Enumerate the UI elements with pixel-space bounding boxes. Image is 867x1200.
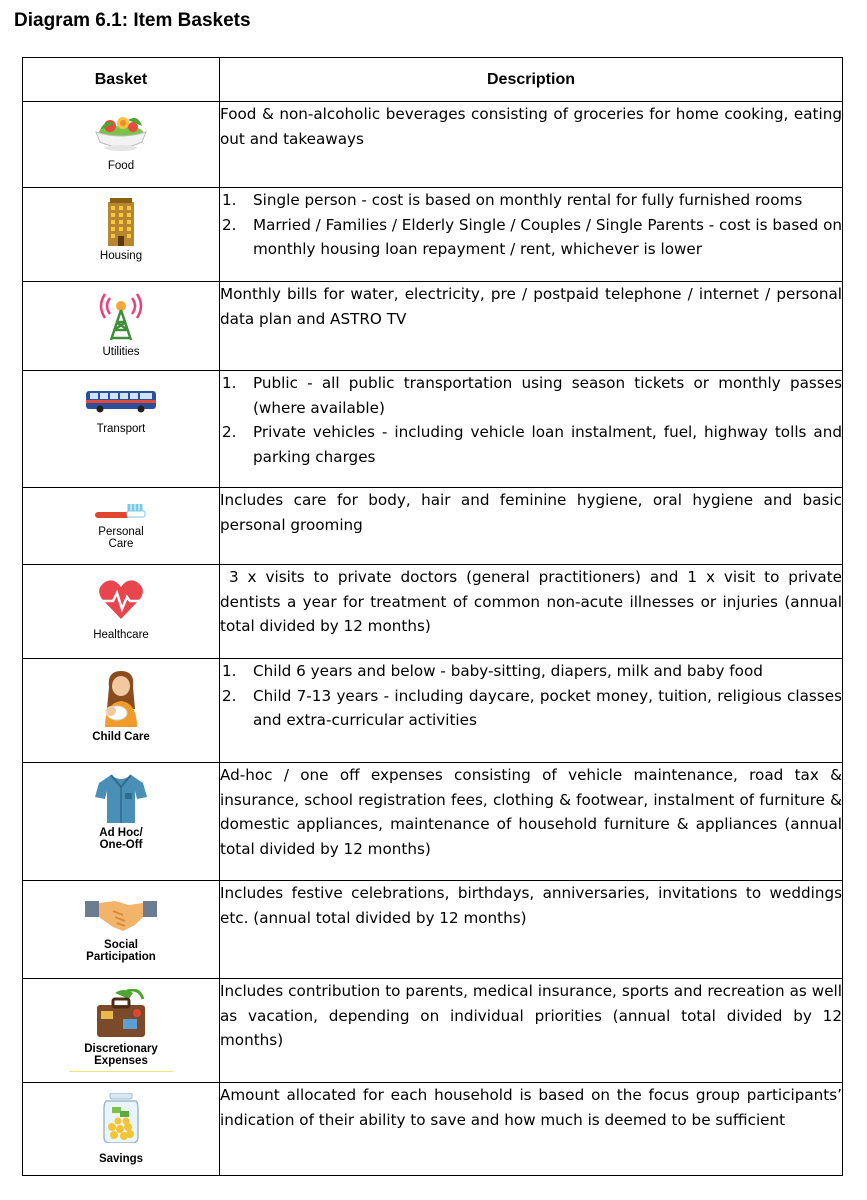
heartbeat-icon — [97, 579, 145, 621]
basket-label: Child Care — [92, 731, 150, 743]
description-list — [220, 659, 842, 733]
list-item — [220, 213, 842, 262]
table-row — [23, 188, 843, 282]
description-cell — [220, 1083, 843, 1176]
label-underline — [69, 1071, 173, 1072]
list-number: 2. — [222, 423, 237, 441]
description-cell — [220, 659, 843, 763]
basket-cell — [23, 979, 220, 1083]
description-list — [220, 188, 842, 262]
description-text: Includes festive celebrations, birthdays, anniversaries, invitations to weddings etc. (annual total divided by 12 months) — [220, 884, 842, 927]
table-header-row — [23, 58, 843, 102]
building-icon — [106, 198, 136, 246]
description-text: 3 x visits to private doctors (general practitioners) and 1 x visit to private dentists a year for treatment of common non-acute illnesses or injuries (annual total divided by 12 months) — [220, 568, 847, 635]
basket-label: Social Participation — [86, 939, 156, 963]
basket-cell — [23, 371, 220, 488]
shirt-icon — [95, 773, 147, 823]
list-number: 1. — [222, 191, 237, 209]
mother-baby-icon — [99, 669, 143, 727]
description-text: Includes contribution to parents, medical insurance, sports and recreation as well as vacation, depending on individual priorities (annual total divided by 12 months) — [220, 982, 842, 1049]
description-cell — [220, 763, 843, 881]
list-text: Married / Families / Elderly Single / Couples / Single Parents - cost is based on monthly housing loan repayment / rent, whichever is lower — [253, 215, 842, 258]
page-title: Diagram 6.1: Item Baskets — [14, 10, 251, 31]
description-column-header: Description — [220, 58, 843, 102]
item-baskets-table — [22, 57, 847, 1176]
list-item — [220, 188, 842, 213]
table-row — [23, 1083, 843, 1176]
basket-label: Savings — [98, 1153, 144, 1165]
basket-cell — [23, 881, 220, 979]
savings-jar-icon — [100, 1093, 142, 1143]
description-cell — [220, 371, 843, 488]
description-cell — [220, 282, 843, 371]
basket-cell — [23, 1083, 220, 1176]
table-row — [23, 102, 843, 188]
list-text: Child 6 years and below - baby-sitting, diapers, milk and baby food — [253, 662, 763, 680]
basket-cell — [23, 282, 220, 371]
description-cell — [220, 881, 843, 979]
list-item — [220, 420, 842, 469]
description-text: Ad-hoc / one off expenses consisting of vehicle maintenance, road tax & insurance, school registration fees, clothing & footwear, instalment of furniture & domestic appliances, maintenance of household furniture & appliances (annual total divided by 12 months) — [220, 766, 842, 858]
basket-cell — [23, 488, 220, 565]
basket-cell — [23, 188, 220, 282]
description-cell — [220, 188, 843, 282]
food-salad-icon — [90, 112, 152, 156]
signal-tower-icon — [98, 292, 144, 342]
table-row — [23, 565, 843, 659]
handshake-icon — [85, 891, 157, 935]
basket-cell — [23, 659, 220, 763]
description-text: Includes care for body, hair and feminine hygiene, oral hygiene and basic personal grooming — [220, 491, 842, 534]
description-text: Monthly bills for water, electricity, pre / postpaid telephone / internet / personal data plan and ASTRO TV — [220, 285, 842, 328]
list-number: 1. — [222, 374, 237, 392]
description-cell — [220, 565, 847, 659]
list-item — [220, 659, 842, 684]
list-text: Private vehicles - including vehicle loan instalment, fuel, highway tolls and parking charges — [253, 423, 842, 466]
bus-icon — [85, 389, 157, 413]
table-row — [23, 371, 843, 488]
basket-cell — [23, 763, 220, 881]
table-row — [23, 881, 843, 979]
description-list — [220, 371, 842, 469]
table-row — [23, 488, 843, 565]
list-text: Child 7-13 years - including daycare, pocket money, tuition, religious classes and extra-curricular activities — [253, 686, 842, 729]
suitcase-icon — [93, 989, 149, 1039]
list-number: 2. — [222, 215, 237, 234]
table-row — [23, 763, 843, 881]
toothbrush-icon — [93, 502, 149, 522]
basket-label: Personal Care — [98, 526, 144, 550]
basket-label: Discretionary Expenses — [84, 1043, 158, 1067]
table-row — [23, 979, 843, 1083]
list-number: 1. — [222, 662, 237, 680]
list-text: Single person - cost is based on monthly rental for fully furnished rooms — [253, 191, 803, 209]
basket-label: Healthcare — [93, 629, 149, 641]
list-number: 2. — [222, 686, 237, 705]
description-cell — [220, 102, 843, 188]
list-text: Public - all public transportation using season tickets or monthly passes (where available) — [253, 374, 842, 417]
description-text: Amount allocated for each household is based on the focus group participants’ indication of their ability to save and how much is deemed to be sufficient — [220, 1086, 842, 1129]
description-text: Food & non-alcoholic beverages consisting of groceries for home cooking, eating out and takeaways — [220, 105, 842, 148]
basket-cell — [23, 565, 220, 659]
description-cell — [220, 488, 843, 565]
description-cell — [220, 979, 843, 1083]
list-item — [220, 684, 842, 733]
basket-label: Food — [107, 160, 135, 172]
basket-label: Transport — [96, 423, 146, 435]
table-row — [23, 282, 843, 371]
basket-label: Utilities — [102, 346, 140, 358]
basket-column-header: Basket — [23, 58, 220, 102]
list-item — [220, 371, 842, 420]
basket-cell — [23, 102, 220, 188]
basket-label: Ad Hoc/ One-Off — [99, 827, 143, 851]
basket-label: Housing — [99, 250, 143, 262]
table-row — [23, 659, 843, 763]
